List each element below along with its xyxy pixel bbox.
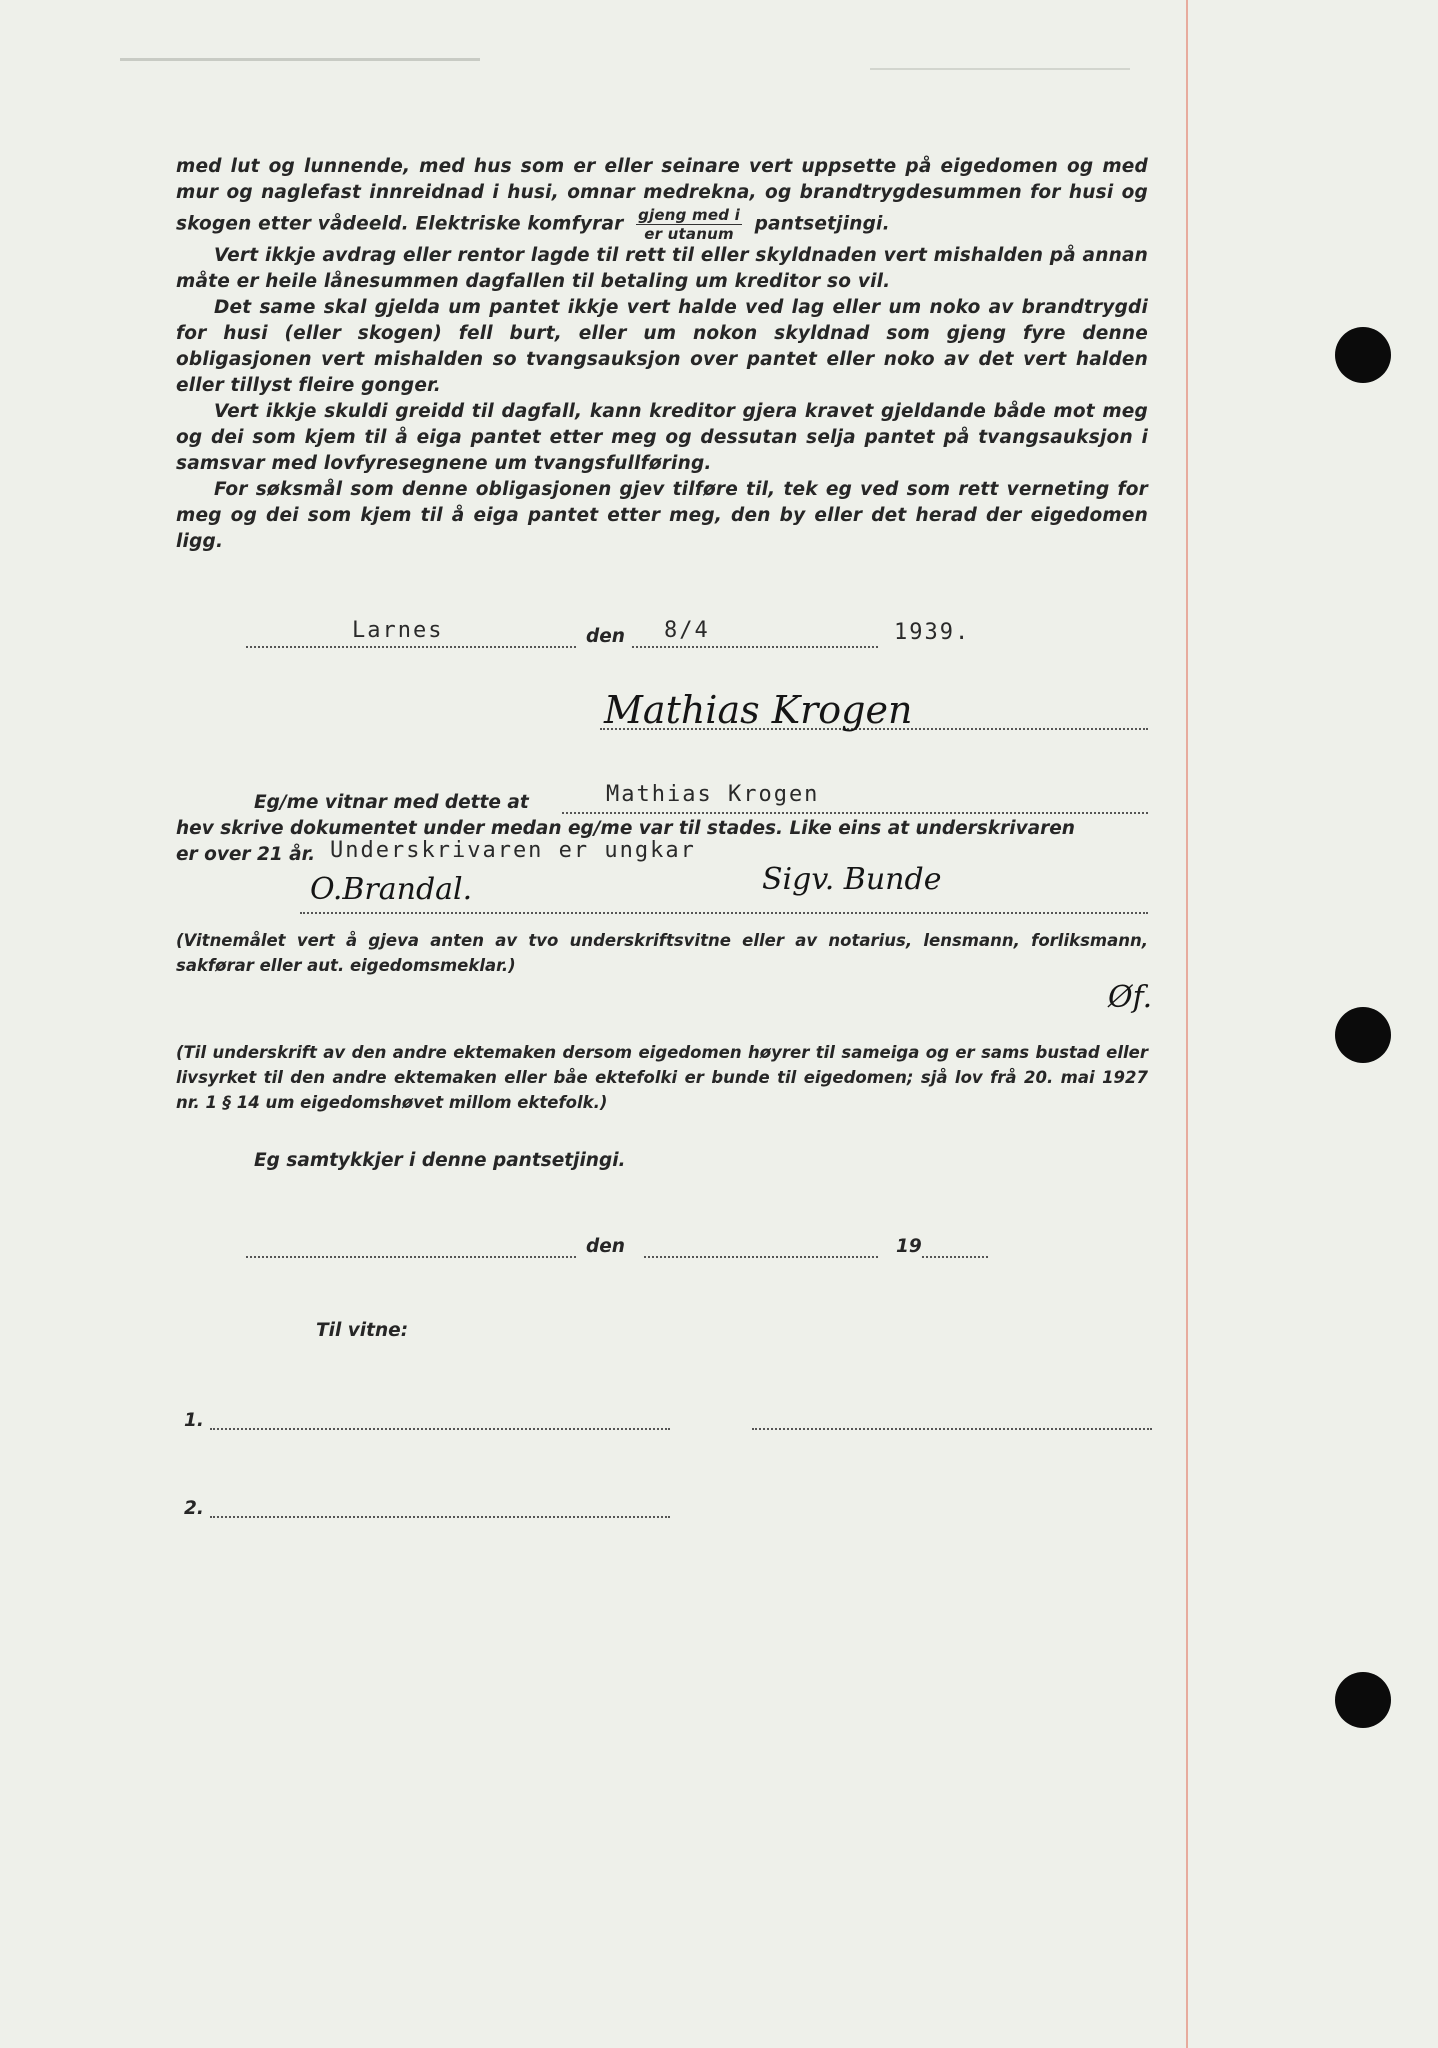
spouse-den-label: den — [586, 1236, 625, 1257]
witness-signature-1: O.Brandal. — [310, 872, 473, 907]
witness-typed-note: Underskrivaren er ungkar — [330, 838, 696, 863]
date-line — [632, 646, 878, 648]
spouse-note: (Til underskrift av den andre ektemaken dersom eigedomen høyrer til sameiga og er sams bustad eller livsyrket til den andre ektemaken eller båe ektefolki er bunde til eigedomen; sjå lov frå 20. mai 1927 nr. 1 § 14 um eigedomshøvet millom ektefolk.) — [176, 1043, 1148, 1112]
witness-label: Eg/me vitnar med dette at — [254, 792, 529, 813]
witness-name-line — [562, 812, 1148, 814]
paragraph-3: Det same skal gjelda um pantet ikkje vert halde ved lag eller um noko av brandtrygdi for husi (eller skogen) fell burt, eller um nokon skyldnad som gjeng fyre denne obligasjonen vert mishalden so tvangsauksjon over pantet eller noko av det vert halden eller tillyst fleire gonger. — [176, 297, 1148, 396]
witness-sig-line — [300, 912, 1148, 914]
paragraph-1-end: pantsetjingi. — [754, 213, 890, 235]
spouse-year-line — [922, 1256, 988, 1258]
witness-1-right-line — [752, 1428, 1152, 1430]
option-stack — [636, 206, 742, 243]
spouse-place-line — [246, 1256, 576, 1258]
spouse-date-line — [644, 1256, 878, 1258]
place-typed: Larnes — [352, 618, 444, 643]
den-label: den — [586, 626, 625, 647]
punch-hole — [1335, 1007, 1391, 1063]
body-paragraphs — [176, 154, 1148, 555]
paragraph-1-text: med lut og lunnende, med hus som er eller seinare vert uppsette på eigedomen og med mur og naglefast innreidnad i husi, omnar medrekna, og brandtrygdesummen for husi og skogen etter vådeeld. Elektriske komfyrar — [176, 156, 1148, 235]
witness-name-typed: Mathias Krogen — [606, 782, 820, 807]
consent-text: Eg samtykkjer i denne pantsetjingi. — [254, 1150, 626, 1171]
paragraph-4: Vert ikkje skuldi greidd til dagfall, kann kreditor gjera kravet gjeldande både mot meg og dei som kjem til å eiga pantet etter meg og dessutan selja pantet på tvangsauksjon i samsvar med lovfyresegnene um tvangsfullføring. — [176, 401, 1148, 474]
initials: Øf. — [1108, 980, 1153, 1015]
witness-2-line — [210, 1516, 670, 1518]
paragraph-2: Vert ikkje avdrag eller rentor lagde til rett til eller skyldnaden vert mishalden på annan måte er heile lånesummen dagfallen til betaling um kreditor so vil. — [176, 245, 1148, 292]
paragraph-1 — [176, 154, 1148, 243]
punch-hole — [1335, 1672, 1391, 1728]
margin-rule — [1186, 0, 1188, 2048]
paragraph-5: For søksmål som denne obligasjonen gjev tilføre til, tek eg ved som rett verneting for meg og dei som kjem til å eiga pantet etter meg, den by eller det herad der eigedomen ligg. — [176, 479, 1148, 552]
option-top: gjeng med i — [638, 206, 740, 224]
faint-mark — [870, 68, 1130, 70]
spouse-year-prefix: 19 — [896, 1236, 922, 1257]
place-line — [246, 646, 576, 648]
date-typed: 8/4 — [664, 618, 710, 643]
witness-signature-2: Sigv. Bunde — [762, 862, 942, 897]
year-typed: 1939. — [894, 620, 971, 645]
witness-line-2: hev skrive dokumentet under medan eg/me var til stades. Like eins at underskrivaren — [176, 818, 1075, 839]
witness-number-1: 1. — [184, 1410, 204, 1431]
signature: Mathias Krogen — [604, 688, 913, 732]
witness-number-2: 2. — [184, 1498, 204, 1519]
option-bottom: er utanum — [644, 225, 734, 243]
punch-hole — [1335, 327, 1391, 383]
witness-note: (Vitnemålet vert å gjeva anten av tvo underskriftsvitne eller av notarius, lensmann, forliksmann, sakførar eller aut. eigedomsmeklar.) — [176, 931, 1148, 975]
til-vitne-label: Til vitne: — [316, 1320, 409, 1341]
faint-mark — [120, 58, 480, 61]
witness-1-line — [210, 1428, 670, 1430]
witness-line-3: er over 21 år. — [176, 844, 316, 865]
